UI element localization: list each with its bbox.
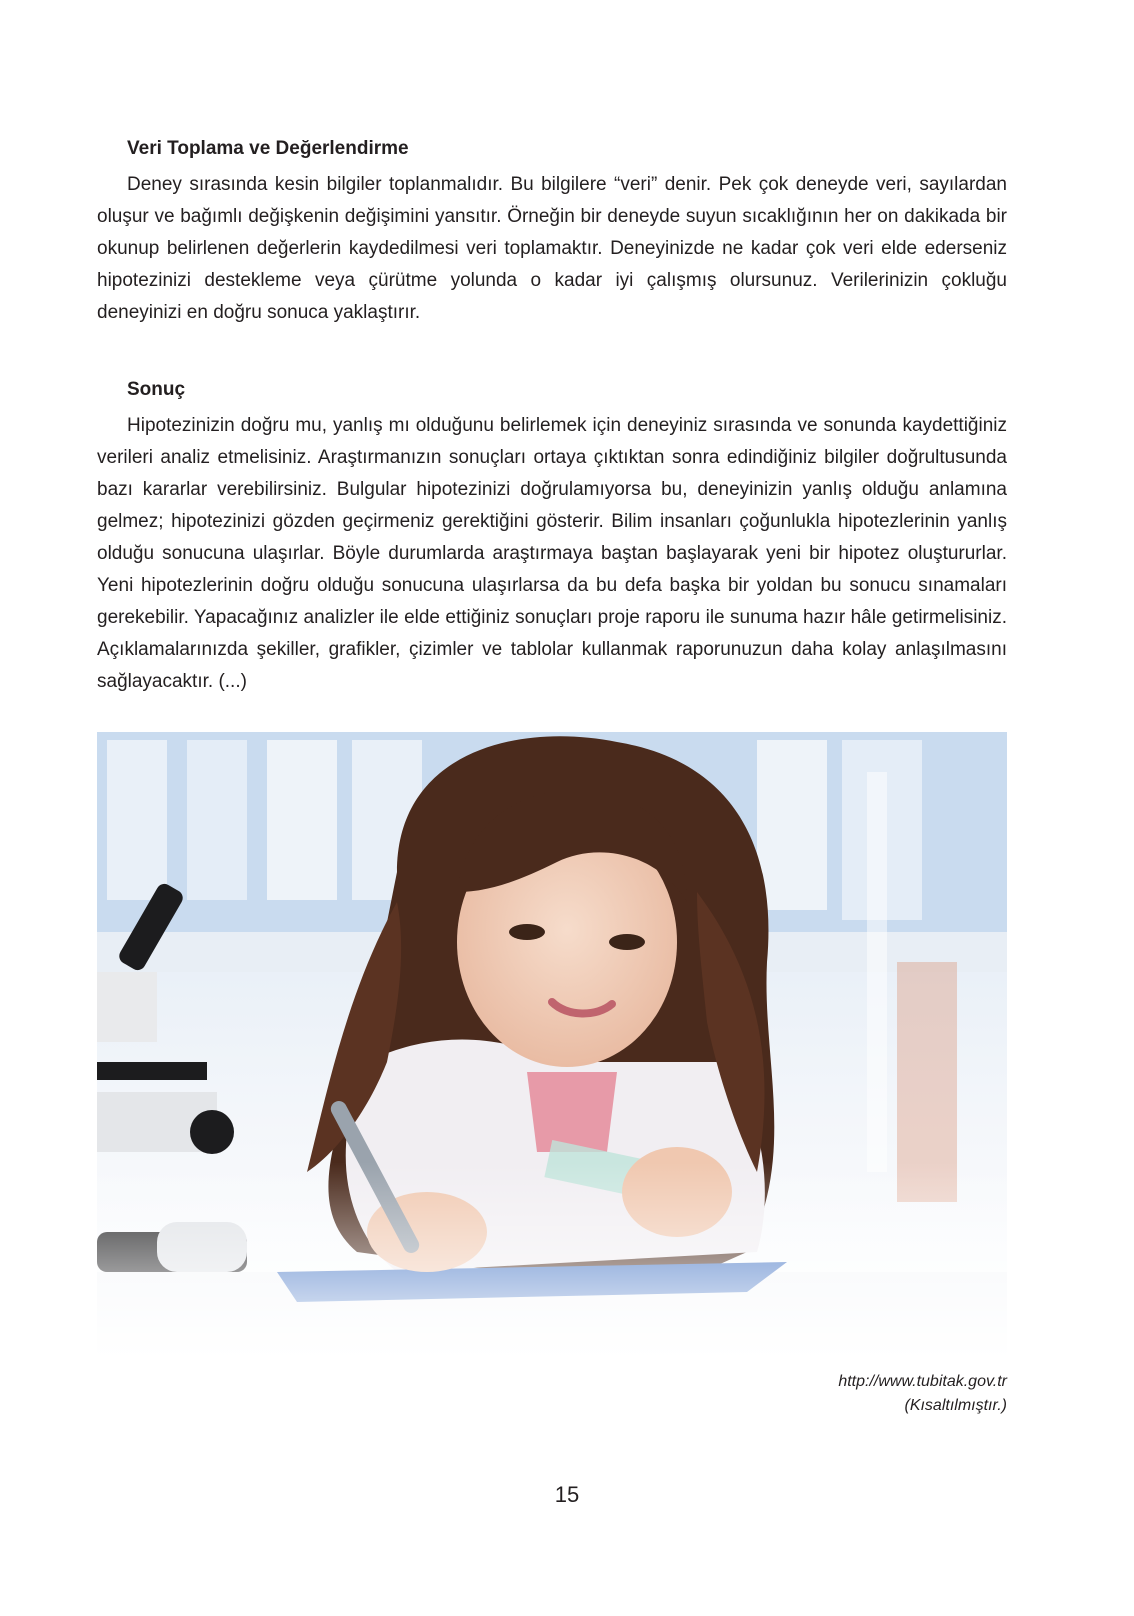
source-url: http://www.tubitak.gov.tr: [838, 1373, 1007, 1390]
lab-photo: [97, 732, 1007, 1360]
section-conclusion: [97, 378, 1007, 698]
girl-with-microscope-illustration: [97, 732, 1007, 1360]
section-paragraph: Hipotezinizin doğru mu, yanlış mı olduğunu belirlemek için deneyiniz sırasında ve sonunda kaydettiğiniz verileri analiz etmelisiniz. Araştırmanızın sonuçları ortaya çıktıktan sonra edindiğiniz bilgiler doğrultusunda bazı kararlar verebilirsiniz. Bulgular hipotezinizi doğrulamıyorsa bu, deneyinizin yanlış olduğu anlamına gelmez; hipotezinizi gözden geçirmeniz gerektiğini gösterir. Bilim insanları çoğunlukla hipotezlerinin yanlış olduğu sonucuna ulaşırlar. Böyle durumlarda araştırmaya baştan başlayarak yeni bir hipotez oluştururlar. Yeni hipotezlerinin doğru olduğu sonucuna ulaşırlarsa da bu defa başka bir yoldan bu sonucu sınamaları gerekebilir. Yapacağınız analizler ile elde ettiğiniz sonuçları proje raporu ile sunuma hazır hâle getirmelisiniz. Açıklamalarınızda şekiller, grafikler, çizimler ve tablolar kullanmak raporunuzun daha kolay anlaşılmasını sağlayacaktır. (...): [97, 415, 1007, 692]
section-heading: Sonuç: [127, 379, 186, 400]
image-source: [607, 1370, 1007, 1418]
section-paragraph: Deney sırasında kesin bilgiler toplanmalıdır. Bu bilgilere “veri” denir. Pek çok deneyde veri, sayılardan oluşur ve bağımlı değişkenin değişimini yansıtır. Örneğin bir deneyde suyun sıcaklığının her on dakikada bir okunup belirlenen değerlerin kaydedilmesi veri toplamaktır. Deneyinizde ne kadar çok veri elde ederseniz hipotezinizi destekleme veya çürütme yolunda o kadar iyi çalışmış olursunuz. Verilerinizin çokluğu deneyinizi en doğru sonuca yaklaştırır.: [97, 174, 1007, 323]
section-heading: Veri Toplama ve Değerlendirme: [127, 138, 409, 159]
source-note: (Kısaltılmıştır.): [904, 1397, 1007, 1414]
section-data-collection: [97, 137, 1007, 329]
page-number: 15: [554, 1482, 580, 1507]
